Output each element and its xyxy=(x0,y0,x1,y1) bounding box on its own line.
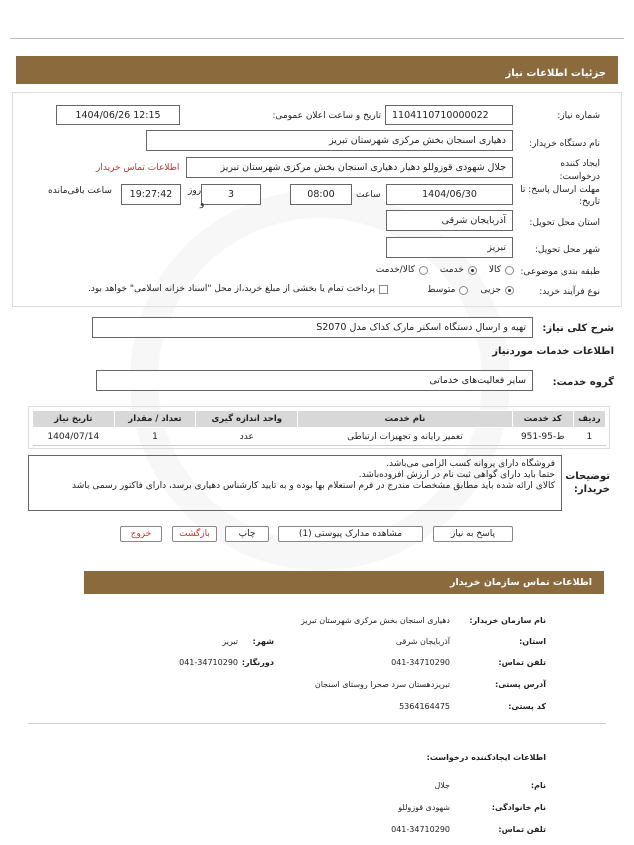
announce-datetime-field: 1404/06/26 12:15 xyxy=(56,105,180,125)
reply-button[interactable]: پاسخ به نیاز xyxy=(433,526,513,542)
note-line: کالای ارائه شده باید مطابق مشخصات مندرج در فرم استعلام بها بوده و به تایید کارشناس دهیاری برسد، دارای فاکتور رسمی باشد xyxy=(72,481,555,491)
radio-icon[interactable] xyxy=(505,266,514,275)
requester-label: ایجاد کننده درخواست: xyxy=(559,159,600,182)
contact-fax-value: 041-34710290 xyxy=(179,658,238,667)
contact-postal-label: کد پستی: xyxy=(508,702,546,711)
creator-name-label: نام: xyxy=(530,781,546,790)
unit: عدد xyxy=(196,428,298,446)
day-label: روز xyxy=(188,186,202,196)
top-divider xyxy=(10,38,624,39)
buyer-notes-label: توضیحات خریدار: xyxy=(565,471,610,495)
items-table xyxy=(32,410,606,446)
description-field: تهیه و ارسال دستگاه اسکنر مارک کداک مدل S2070 xyxy=(92,317,533,338)
need-number-field: 1104110710000022 xyxy=(385,105,513,125)
category-option-goods[interactable]: کالا xyxy=(489,265,514,275)
deadline-label: مهلت ارسال پاسخ: تا تاریخ: xyxy=(520,185,600,207)
service-code: ط-95-951 xyxy=(512,428,573,446)
column-header: نام خدمت xyxy=(298,411,512,428)
print-button[interactable]: چاپ xyxy=(225,526,269,542)
table-row xyxy=(33,428,606,446)
radio-icon[interactable] xyxy=(459,286,468,295)
note-line: حتما باید دارای گواهی ثبت نام در ارزش افزوده‌باشد. xyxy=(358,470,555,480)
checkbox-icon[interactable] xyxy=(379,285,388,294)
exit-button[interactable]: خروج xyxy=(120,526,162,542)
attachments-button[interactable]: مشاهده مدارک پیوستی (1) xyxy=(278,526,423,542)
contact-title: اطلاعات تماس سازمان خریدار xyxy=(449,577,592,588)
province-label: استان محل تحویل: xyxy=(529,218,600,228)
remaining-time-field: 19:27:42 xyxy=(121,184,181,205)
description-label: شرح کلی نیاز: xyxy=(542,323,614,334)
process-option-medium[interactable]: متوسط xyxy=(427,285,468,295)
contact-province-value: آذربایجان شرقی xyxy=(395,637,450,646)
buyer-notes-box xyxy=(28,455,562,511)
category-label: طبقه بندی موضوعی: xyxy=(520,267,600,277)
creator-family-value: شهودی قوزوللو xyxy=(398,803,450,812)
need-number-label: شماره نیاز: xyxy=(557,111,600,121)
province-field: آذربایجان شرقی xyxy=(386,210,513,231)
contact-city-value: تبریز xyxy=(222,637,238,646)
column-header: ردیف xyxy=(573,411,605,428)
radio-selected-icon[interactable] xyxy=(505,286,514,295)
remaining-label: ساعت باقی‌مانده xyxy=(48,186,112,196)
creator-title: اطلاعات ایجادکننده درخواست: xyxy=(426,753,546,762)
page-header xyxy=(16,56,618,84)
and-label: و xyxy=(200,199,205,209)
service-group-field: سایر فعالیت‌های خدماتی xyxy=(96,370,533,391)
buyer-org-label: نام دستگاه خریدار: xyxy=(529,139,600,149)
creator-phone-label: تلفن تماس: xyxy=(498,825,546,834)
requester-field: جلال شهودی قوزوللو دهیار دهیاری اسنجان بخش مرکزی شهرستان تبریز xyxy=(186,157,513,178)
table-header-row xyxy=(33,411,606,428)
contact-postal-value: 5364164475 xyxy=(399,702,450,711)
deadline-date-field: 1404/06/30 xyxy=(386,184,513,205)
contact-divider xyxy=(28,723,606,724)
contact-address-label: آدرس پستی: xyxy=(495,680,546,689)
service-group-label: گروه خدمت: xyxy=(552,377,614,388)
creator-family-label: نام خانوادگی: xyxy=(491,803,546,812)
contact-phone-label: تلفن تماس: xyxy=(498,658,546,667)
days-field: 3 xyxy=(201,184,261,205)
contact-org-label: نام سازمان خریدار: xyxy=(469,616,546,625)
contact-org-value: دهیاری اسنجان بخش مرکزی شهرستان تبریز xyxy=(301,616,450,625)
buyer-org-field: دهیاری اسنجان بخش مرکزی شهرستان تبریز xyxy=(146,130,513,151)
contact-city-label: شهر: xyxy=(252,637,274,646)
contact-fax-label: دورنگار: xyxy=(241,658,274,667)
service-name: تعمیر رایانه و تجهیزات ارتباطی xyxy=(298,428,512,446)
contact-header xyxy=(84,571,604,594)
category-option-service[interactable]: خدمت xyxy=(440,265,477,275)
contact-address-value: تبریزدهستان سرد صحرا روستای اسنجان xyxy=(314,680,450,689)
city-label: شهر محل تحویل: xyxy=(534,245,600,255)
column-header: تعداد / مقدار xyxy=(114,411,196,428)
category-option-goods-service[interactable]: کالا/خدمت xyxy=(376,265,428,275)
city-field: تبریز xyxy=(386,237,513,258)
time-label: ساعت xyxy=(356,190,381,200)
buyer-contact-link[interactable]: اطلاعات تماس خریدار xyxy=(96,163,180,173)
process-label: نوع فرآیند خرید: xyxy=(539,287,600,297)
quantity: 1 xyxy=(114,428,196,446)
creator-phone-value: 041-34710290 xyxy=(391,825,450,834)
column-header: واحد اندازه گیری xyxy=(196,411,298,428)
radio-icon[interactable] xyxy=(419,266,428,275)
process-option-minor[interactable]: جزیی xyxy=(480,285,514,295)
back-button[interactable]: بازگشت xyxy=(172,526,217,542)
deadline-time-field: 08:00 xyxy=(290,184,352,205)
need-date: 1404/07/14 xyxy=(33,428,115,446)
treasury-payment-option[interactable]: پرداخت تمام یا بخشی از مبلغ خرید،از محل "اسناد خزانه اسلامی" خواهد بود. xyxy=(88,284,388,294)
radio-selected-icon[interactable] xyxy=(468,266,477,275)
column-header: تاریخ نیاز xyxy=(33,411,115,428)
services-title: اطلاعات خدمات موردنیاز xyxy=(492,346,614,357)
row-index: 1 xyxy=(573,428,605,446)
note-line: فروشگاه دارای پروانه کسب الزامی می‌باشد. xyxy=(386,459,555,469)
creator-name-value: جلال xyxy=(434,781,450,790)
contact-phone-value: 041-34710290 xyxy=(391,658,450,667)
contact-province-label: استان: xyxy=(519,637,546,646)
process-radio-group xyxy=(427,285,514,295)
items-table-container xyxy=(28,406,610,449)
column-header: کد خدمت xyxy=(512,411,573,428)
page-title: جزئیات اطلاعات نیاز xyxy=(505,68,606,79)
announce-label: تاریخ و ساعت اعلان عمومی: xyxy=(272,111,381,121)
category-radio-group xyxy=(376,265,514,275)
